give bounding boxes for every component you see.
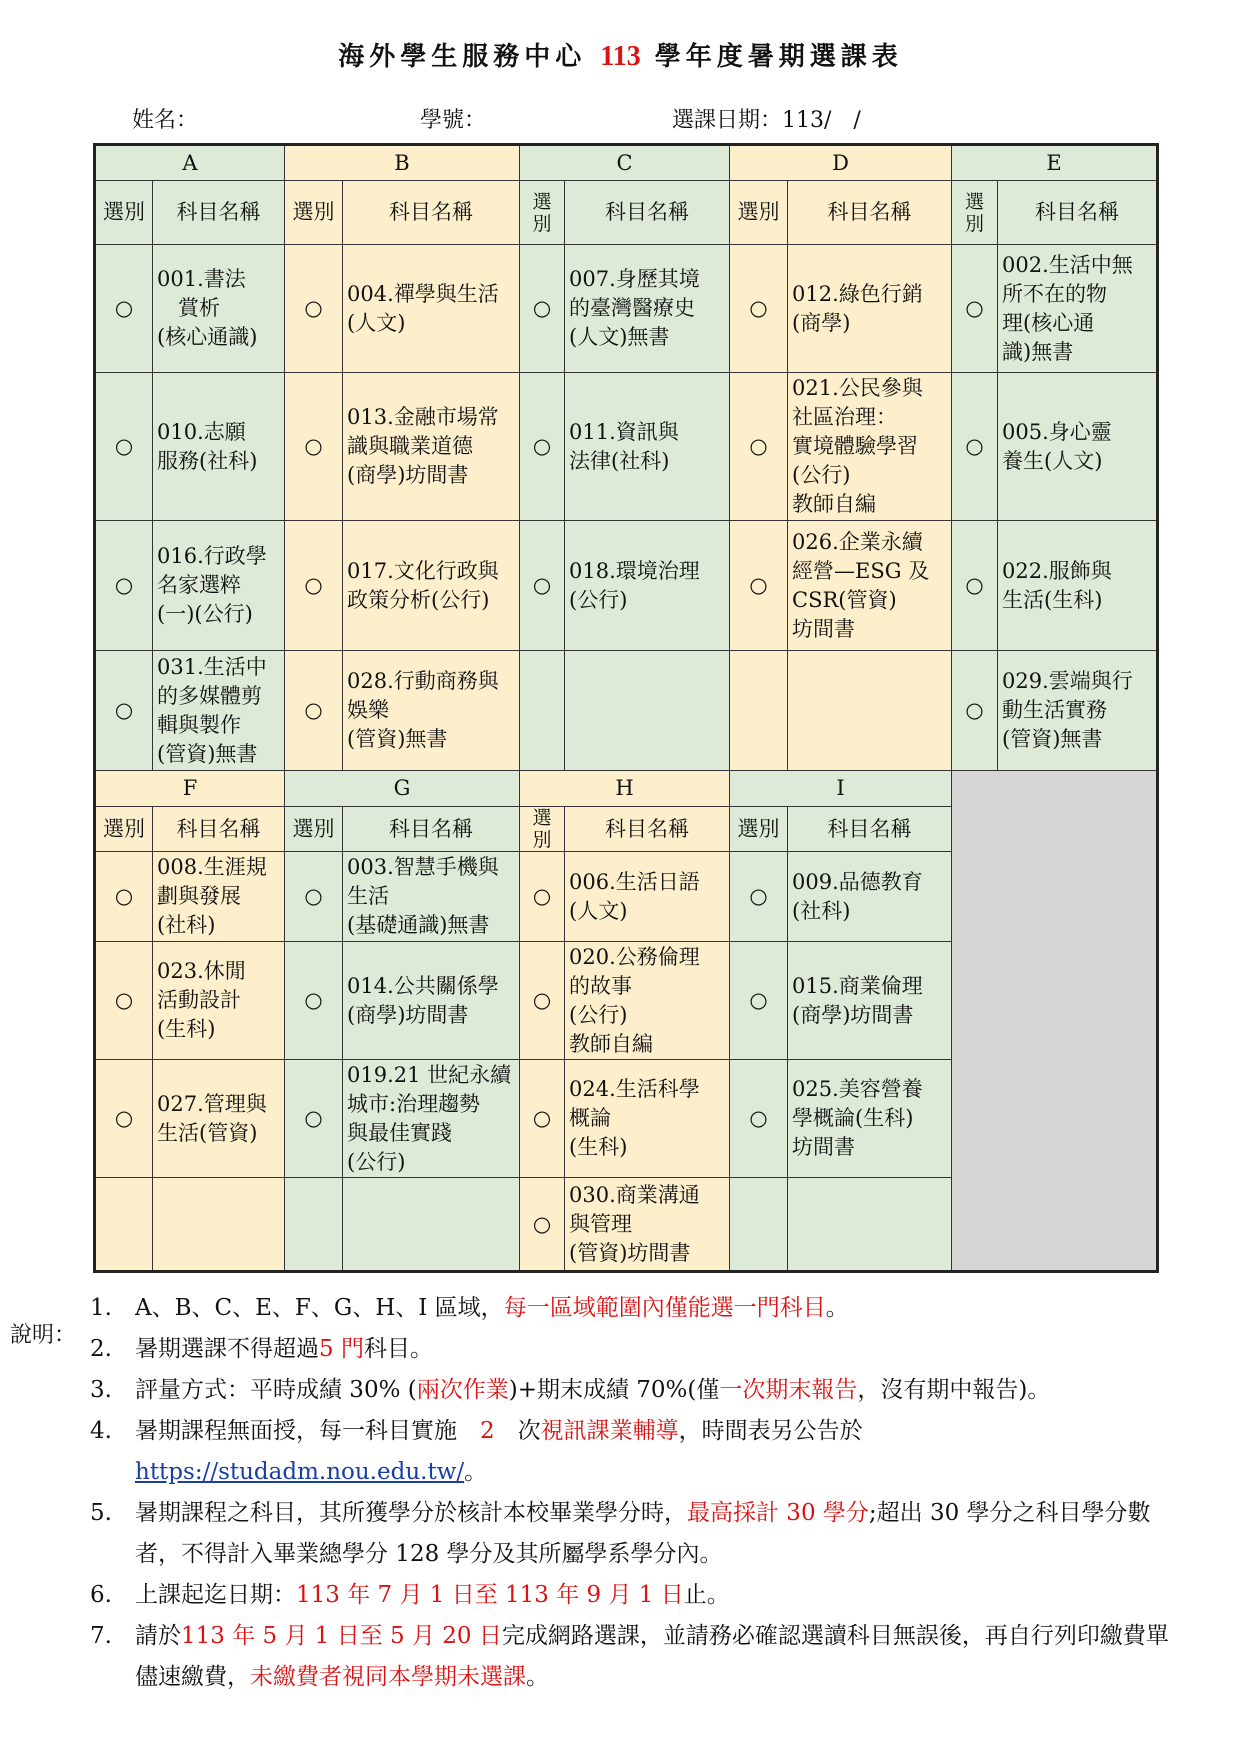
blank-gray-area: [952, 771, 1158, 1272]
course-name: 003.智慧手機與 生活 (基礎通識)無書: [343, 852, 520, 942]
select-circle[interactable]: ○: [95, 852, 153, 942]
student-id-label: 學號：: [420, 108, 487, 133]
col-check-header: 選別: [285, 181, 343, 245]
select-circle[interactable]: ○: [285, 373, 343, 521]
course-name: 018.環境治理 (公行): [565, 521, 730, 651]
select-circle[interactable]: ○: [520, 245, 565, 373]
col-name-header: 科目名稱: [343, 807, 520, 852]
note-item: 3. 評量方式：平時成績 30% (兩次作業)+期末成績 70%(僅一次期末報告，沒有期中報告)。: [90, 1377, 1051, 1403]
course-name: 007.身歷其境 的臺灣醫療史 (人文)無書: [565, 245, 730, 373]
select-circle[interactable]: ○: [95, 651, 153, 771]
col-name-header: 科目名稱: [565, 807, 730, 852]
select-circle[interactable]: ○: [730, 521, 788, 651]
course-name: 025.美容營養 學概論(生科) 坊間書: [788, 1060, 952, 1178]
name-label: 姓名：: [132, 108, 199, 133]
enroll-date-label: 選課日期：113/ /: [672, 108, 861, 133]
notes-list: [90, 1288, 1170, 1698]
col-name-header: 科目名稱: [565, 181, 730, 245]
select-circle[interactable]: ○: [285, 942, 343, 1060]
col-check-header: 選別: [285, 807, 343, 852]
course-name: 013.金融市場常 識與職業道德 (商學)坊間書: [343, 373, 520, 521]
select-circle[interactable]: ○: [520, 1060, 565, 1178]
group-f-header: F: [95, 771, 285, 807]
select-circle[interactable]: ○: [730, 1060, 788, 1178]
course-name: 023.休閒 活動設計 (生科): [153, 942, 285, 1060]
note-item: 7. 請於113 年 5 月 1 日至 5 月 20 日完成網路選課，並請務必確認選讀科目無誤後，再自行列印繳費單儘速繳費，未繳費者視同本學期未選課。: [90, 1623, 1169, 1690]
select-circle[interactable]: ○: [730, 942, 788, 1060]
course-name: 002.生活中無 所不在的物 理(核心通 識)無書: [998, 245, 1158, 373]
course-name: 001.書法 賞析 (核心通識): [153, 245, 285, 373]
course-name: 019.21 世紀永續 城市:治理趨勢 與最佳實踐 (公行): [343, 1060, 520, 1178]
group-c-header: C: [520, 145, 730, 181]
empty-cell: [153, 1178, 285, 1272]
select-circle[interactable]: ○: [520, 1178, 565, 1272]
course-name: 005.身心靈 養生(人文): [998, 373, 1158, 521]
col-check-header: 選別: [730, 807, 788, 852]
course-name: 012.綠色行銷 (商學): [788, 245, 952, 373]
select-circle[interactable]: ○: [95, 942, 153, 1060]
col-check-header: 選別: [520, 807, 565, 852]
course-name: 026.企業永續 經營—ESG 及 CSR(管資) 坊間書: [788, 521, 952, 651]
select-circle[interactable]: ○: [95, 373, 153, 521]
empty-cell: [730, 651, 788, 771]
empty-cell: [285, 1178, 343, 1272]
col-check-header: 選別: [95, 181, 153, 245]
note-item: 6. 上課起迄日期：113 年 7 月 1 日至 113 年 9 月 1 日止。: [90, 1582, 730, 1608]
course-name: 021.公民參與 社區治理： 實境體驗學習 (公行) 教師自編: [788, 373, 952, 521]
select-circle[interactable]: ○: [520, 521, 565, 651]
select-circle[interactable]: ○: [730, 245, 788, 373]
col-check-header: 選別: [952, 181, 998, 245]
select-circle[interactable]: ○: [730, 852, 788, 942]
course-name: 024.生活科學 概論 (生科): [565, 1060, 730, 1178]
empty-cell: [520, 651, 565, 771]
select-circle[interactable]: ○: [95, 521, 153, 651]
note-item: 4. 暑期課程無面授，每一科目實施 2 次視訊課業輔導，時間表另公告於https://studadm.nou.edu.tw/。: [90, 1418, 863, 1485]
group-i-header: I: [730, 771, 952, 807]
course-name: 011.資訊與 法律(社科): [565, 373, 730, 521]
empty-cell: [565, 651, 730, 771]
select-circle[interactable]: ○: [285, 521, 343, 651]
course-name: 020.公務倫理 的故事 (公行) 教師自編: [565, 942, 730, 1060]
group-g-header: G: [285, 771, 520, 807]
col-name-header: 科目名稱: [153, 181, 285, 245]
empty-cell: [788, 651, 952, 771]
select-circle[interactable]: ○: [520, 942, 565, 1060]
select-circle[interactable]: ○: [730, 373, 788, 521]
studadm-link[interactable]: https://studadm.nou.edu.tw/: [135, 1459, 465, 1485]
course-selection-table: [93, 143, 1159, 1273]
select-circle[interactable]: ○: [285, 245, 343, 373]
course-name: 016.行政學 名家選粹 (一)(公行): [153, 521, 285, 651]
select-circle[interactable]: ○: [285, 852, 343, 942]
col-check-header: 選別: [95, 807, 153, 852]
course-name: 030.商業溝通 與管理 (管資)坊間書: [565, 1178, 730, 1272]
course-name: 008.生涯規 劃與發展 (社科): [153, 852, 285, 942]
course-name: 010.志願 服務(社科): [153, 373, 285, 521]
col-name-header: 科目名稱: [788, 181, 952, 245]
course-name: 006.生活日語 (人文): [565, 852, 730, 942]
notes-label: 說明：: [10, 1323, 77, 1348]
select-circle[interactable]: ○: [285, 651, 343, 771]
select-circle[interactable]: ○: [95, 245, 153, 373]
group-e-header: E: [952, 145, 1158, 181]
course-name: 015.商業倫理 (商學)坊間書: [788, 942, 952, 1060]
course-name: 022.服飾與 生活(生科): [998, 521, 1158, 651]
select-circle[interactable]: ○: [952, 651, 998, 771]
col-check-header: 選別: [730, 181, 788, 245]
select-circle[interactable]: ○: [520, 852, 565, 942]
col-name-header: 科目名稱: [343, 181, 520, 245]
select-circle[interactable]: ○: [520, 373, 565, 521]
course-name: 014.公共關係學 (商學)坊間書: [343, 942, 520, 1060]
group-d-header: D: [730, 145, 952, 181]
group-h-header: H: [520, 771, 730, 807]
group-b-header: B: [285, 145, 520, 181]
page-title: 海外學生服務中心 113 學年度暑期選課表: [338, 41, 903, 72]
col-name-header: 科目名稱: [153, 807, 285, 852]
col-name-header: 科目名稱: [788, 807, 952, 852]
course-name: 027.管理與 生活(管資): [153, 1060, 285, 1178]
empty-cell: [788, 1178, 952, 1272]
course-name: 028.行動商務與 娛樂 (管資)無書: [343, 651, 520, 771]
group-a-header: A: [95, 145, 285, 181]
note-item: 2. 暑期選課不得超過5 門科目。: [90, 1336, 433, 1362]
select-circle[interactable]: ○: [95, 1060, 153, 1178]
col-check-header: 選別: [520, 181, 565, 245]
course-name: 031.生活中 的多媒體剪 輯與製作 (管資)無書: [153, 651, 285, 771]
empty-cell: [730, 1178, 788, 1272]
col-name-header: 科目名稱: [998, 181, 1158, 245]
select-circle[interactable]: ○: [952, 521, 998, 651]
select-circle[interactable]: ○: [952, 373, 998, 521]
course-name: 004.禪學與生活 (人文): [343, 245, 520, 373]
select-circle[interactable]: ○: [952, 245, 998, 373]
course-name: 009.品德教育 (社科): [788, 852, 952, 942]
course-name: 017.文化行政與 政策分析(公行): [343, 521, 520, 651]
empty-cell: [95, 1178, 153, 1272]
select-circle[interactable]: ○: [285, 1060, 343, 1178]
note-item: 5. 暑期課程之科目，其所獲學分於核計本校畢業學分時，最高採計 30 學分;超出 30 學分之科目學分數者，不得計入畢業總學分 128 學分及其所屬學系學分內。: [90, 1500, 1151, 1567]
empty-cell: [343, 1178, 520, 1272]
course-name: 029.雲端與行 動生活實務 (管資)無書: [998, 651, 1158, 771]
note-item: 1. A、B、C、E、F、G、H、I 區域，每一區域範圍內僅能選一門科目。: [90, 1295, 849, 1321]
